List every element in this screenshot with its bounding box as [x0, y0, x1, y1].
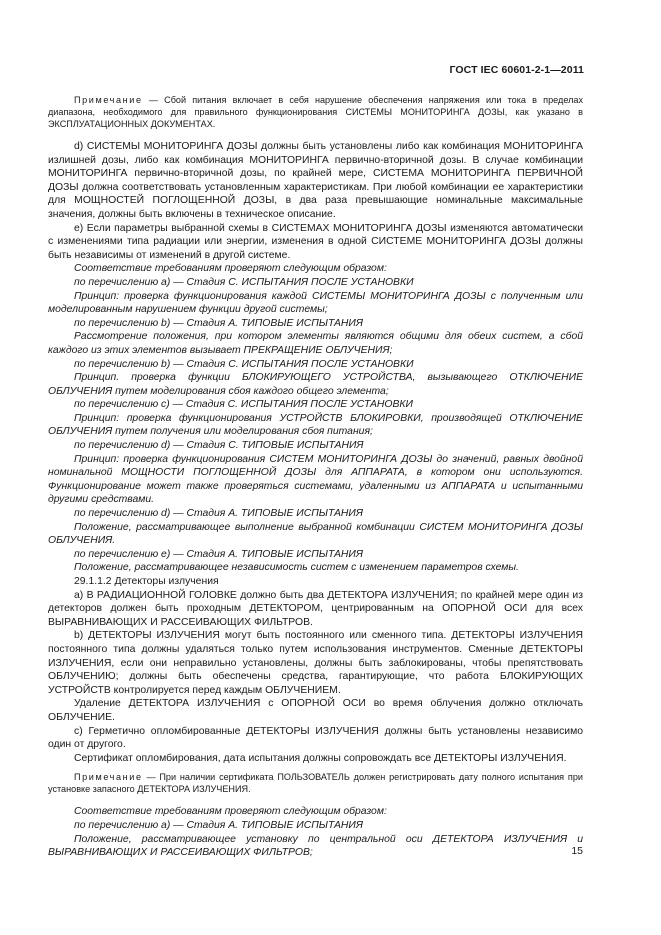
- page-number: 15: [571, 845, 583, 857]
- italic-paragraph: Принцип. проверка функции БЛОКИРУЮЩЕГО УСТРОЙСТВА, вызывающего ОТКЛЮЧЕНИЕ ОБЛУЧЕНИЯ путем моделирования сбоя каждого общего элемента;: [48, 372, 583, 397]
- italic-paragraph: по перечислению e) — Стадия А. ТИПОВЫЕ ИСПЫТАНИЯ: [74, 548, 363, 560]
- note-paragraph: [48, 771, 583, 795]
- italic-paragraph: Положение, рассматривающее установку по центральной оси ДЕТЕКТОРА ИЗЛУЧЕНИЯ и ВЫРАВНИВАЮЩИХ И РАССЕИВАЮЩИХ ФИЛЬТРОВ;: [48, 833, 583, 859]
- document-header: ГОСТ IEC 60601-2-1—2011: [449, 64, 584, 76]
- note-paragraph: [48, 94, 583, 130]
- note-label: Примечание: [74, 95, 143, 105]
- italic-paragraph: по перечислению a) — Стадия С. ИСПЫТАНИЯ ПОСЛЕ УСТАНОВКИ: [74, 276, 414, 288]
- italic-paragraph: Соответствие требованиям проверяют следующим образом:: [74, 806, 387, 818]
- italic-paragraph: по перечислению d) — Стадия А. ТИПОВЫЕ ИСПЫТАНИЯ: [74, 508, 363, 520]
- italic-paragraph: Положение, рассматривающее независимость систем с изменением параметров схемы.: [74, 562, 519, 574]
- italic-paragraph: Соответствие требованиям проверяют следующим образом:: [74, 263, 387, 275]
- italic-paragraph: Принцип: проверка функционирования УСТРОЙСТВ БЛОКИРОВКИ, производящей ОТКЛЮЧЕНИЕ ОБЛУЧЕНИЯ путем получения или моделирования сбоя питания;: [48, 412, 583, 438]
- paragraph: a) В РАДИАЦИОННОЙ ГОЛОВКЕ должно быть два ДЕТЕКТОРА ИЗЛУЧЕНИЯ; по крайней мере один из детекторов должен быть проходным ДЕТЕКТОРОМ, центрированным на ОПОРНОЙ ОСИ для всех ВЫРАВНИВАЮЩИХ И РАССЕИВАЮЩИХ ФИЛЬТРОВ.: [48, 589, 583, 628]
- paragraph: d) СИСТЕМЫ МОНИТОРИНГА ДОЗЫ должны быть установлены либо как комбинация МОНИТОРИНГА излишней дозы, либо как комбинация МОНИТОРИНГА первично-вторичной дозы. В случае комбинации МОНИТОРИНГА первично-вторичной дозы, по крайней мере, СИСТЕМА МОНИТОРИНГА ПЕРВИЧНОЙ ДОЗЫ должна соответствовать установленным характеристикам. При любой комбинации ее характеристики для МОЩНОСТЕЙ ПОГЛОЩЕННОЙ ДОЗЫ, в два раза превышающие номинальные максимальные значения, должны быть включены в техническое описание.: [48, 141, 583, 220]
- paragraph: e) Если параметры выбранной схемы в СИСТЕМАХ МОНИТОРИНГА ДОЗЫ изменяются автоматически с изменениями типа радиации или энергии, изменения в одной СИСТЕМЕ МОНИТОРИНГА ДОЗЫ должны быть независимы от изменений в другой системе.: [48, 222, 583, 261]
- paragraph: c) Герметично опломбированные ДЕТЕКТОРЫ ИЗЛУЧЕНИЯ должны быть установлены независимо один от другого.: [48, 725, 583, 751]
- note-text: — При наличии сертификата ПОЛЬЗОВАТЕЛЬ должен регистрировать дату полного испытания при установке запасного ДЕТЕКТОРА ИЗЛУЧЕНИЯ.: [48, 772, 583, 795]
- spacer: [48, 795, 583, 805]
- paragraph: 29.1.1.2 Детекторы излучения: [74, 576, 219, 587]
- italic-paragraph: по перечислению a) — Стадия А. ТИПОВЫЕ ИСПЫТАНИЯ: [74, 819, 363, 831]
- italic-paragraph: по перечислению b) — Стадия С. ИСПЫТАНИЯ ПОСЛЕ УСТАНОВКИ: [74, 358, 414, 370]
- paragraph: b) ДЕТЕКТОРЫ ИЗЛУЧЕНИЯ могут быть постоянного или сменного типа. ДЕТЕКТОРЫ ИЗЛУЧЕНИЯ постоянного типа должны удаляться только путем использования инструментов. Сменные ДЕТЕКТОРЫ ИЗЛУЧЕНИЯ, если они неправильно установлены, должны быть заблокированы, чтобы препятствовать ОБЛУЧЕНИЮ; должны быть обеспечены средства, гарантирующие, что работа БЛОКИРУЮЩИХ УСТРОЙСТВ контролируется перед каждым ОБЛУЧЕНИЕМ.: [48, 630, 583, 696]
- italic-paragraph: по перечислению d) — Стадия С. ТИПОВЫЕ ИСПЫТАНИЯ: [74, 440, 364, 452]
- italic-paragraph: по перечислению c) — Стадия С. ИСПЫТАНИЯ ПОСЛЕ УСТАНОВКИ: [74, 399, 413, 411]
- note-text: — Сбой питания включает в себя нарушение обеспечения напряжения или тока в пределах диапазона, необходимого для правильного функционирования СИСТЕМЫ МОНИТОРИНГА ДОЗЫ, как указано в ЭКСПЛУАТАЦИОННЫХ ДОКУМЕНТАХ.: [48, 95, 583, 129]
- italic-paragraph: Принцип: проверка функционирования каждой СИСТЕМЫ МОНИТОРИНГА ДОЗЫ с полученным или моделированным нарушением функции другой системы;: [48, 290, 583, 316]
- paragraph: Удаление ДЕТЕКТОРА ИЗЛУЧЕНИЯ с ОПОРНОЙ ОСИ во время облучения должно отключать ОБЛУЧЕНИЕ.: [48, 698, 583, 723]
- note-label: Примечание: [74, 772, 143, 783]
- italic-paragraph: Принцип: проверка функционирования СИСТЕМ МОНИТОРИНГА ДОЗЫ до значений, равных двойной номинальной МОЩНОСТИ ПОГЛОЩЕННОЙ ДОЗЫ для АППАРАТА, в котором они используются. Функционирование может также проверяться системами, удаленными из АППАРАТА и испытанными другими средствами.: [48, 453, 583, 506]
- italic-paragraph: по перечислению b) — Стадия А. ТИПОВЫЕ ИСПЫТАНИЯ: [74, 317, 363, 329]
- spacer: [48, 130, 583, 140]
- document-body: [48, 94, 583, 860]
- italic-paragraph: Положение, рассматривающее выполнение выбранной комбинации СИСТЕМ МОНИТОРИНГА ДОЗЫ ОБЛУЧЕНИЯ.: [48, 521, 583, 547]
- italic-paragraph: Рассмотрение положения, при котором элементы являются общими для обеих систем, а сбой каждого из этих элементов вызывает ПРЕКРАЩЕНИЕ ОБЛУЧЕНИЯ;: [48, 331, 583, 356]
- paragraph: Сертификат опломбирования, дата испытания должны сопровождать все ДЕТЕКТОРЫ ИЗЛУЧЕНИЯ.: [74, 752, 567, 764]
